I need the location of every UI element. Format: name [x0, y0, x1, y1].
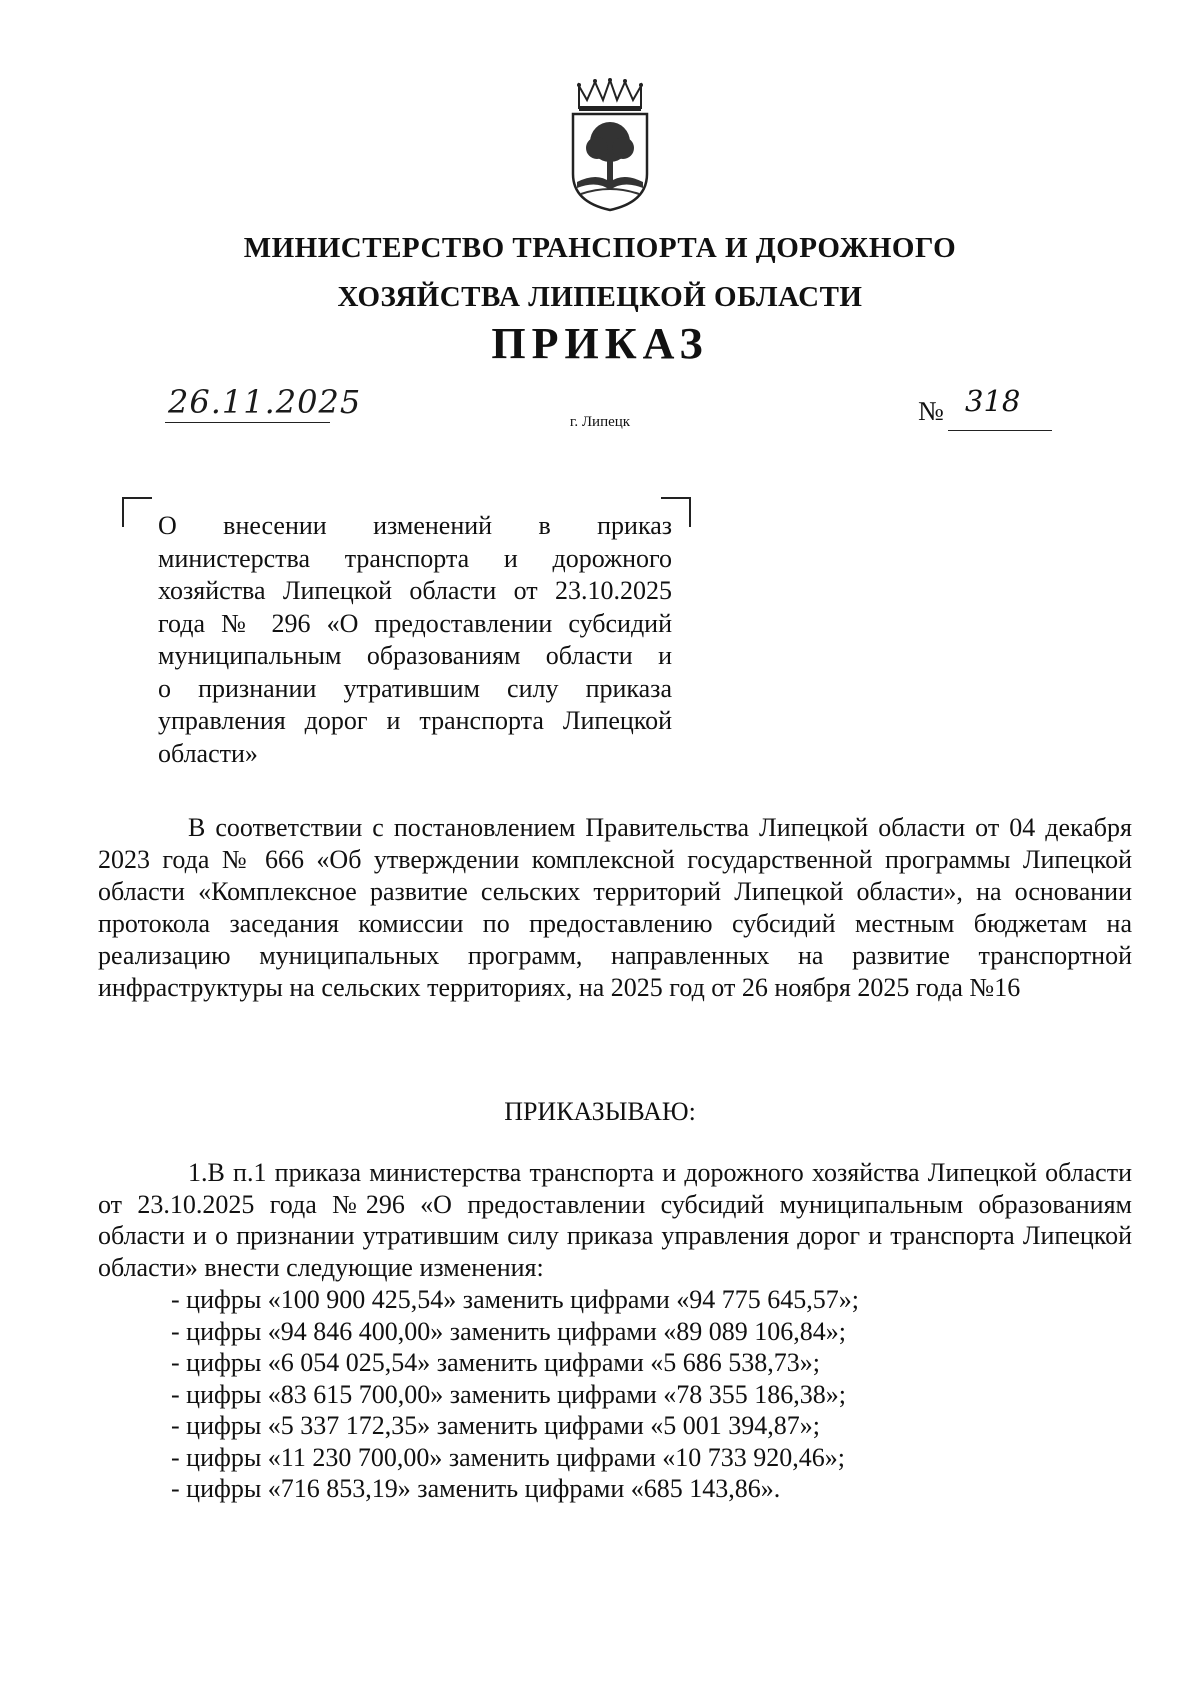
- order-directive-word: ПРИКАЗЫВАЮ:: [504, 1097, 696, 1126]
- city-label: г. Липецк: [569, 414, 631, 430]
- number-sign: №: [918, 396, 944, 426]
- subject-line: министерства транспорта и дорожного: [158, 543, 672, 573]
- number-underline: [948, 430, 1052, 431]
- ministry-name-line-1: МИНИСТЕРСТВО ТРАНСПОРТА И ДОРОЖНОГО: [243, 232, 957, 264]
- subject-line: О внесении изменений в приказ: [158, 511, 672, 540]
- order-item-1: 1.В п.1 приказа министерства транспорта и дорожного хозяйства Липецкой области от 23.10.2025 года №296 «О предоставлении субсидий муниципальным образованиям области и о признании утратившим силу приказа управления дорог и транспорта Липецкой области» внести следующие изменения:: [98, 1158, 1132, 1282]
- subject-line: муниципальным образованиям области и: [158, 641, 672, 670]
- list-item: - цифры «5 337 172,35» заменить цифрами «5 001 394,87»;: [171, 1411, 820, 1440]
- subject-line: хозяйства Липецкой области от 23.10.2025: [158, 576, 672, 605]
- changes-list: [171, 1284, 1071, 1505]
- list-item: - цифры «100 900 425,54» заменить цифрами «94 775 645,57»;: [171, 1285, 859, 1314]
- subject-line: о признании утратившим силу приказа: [158, 673, 672, 703]
- ministry-name-line-2: ХОЗЯЙСТВА ЛИПЕЦКОЙ ОБЛАСТИ: [337, 281, 863, 313]
- list-item: - цифры «11 230 700,00» заменить цифрами «10 733 920,46»;: [171, 1442, 845, 1472]
- order-number: 318: [965, 384, 1021, 418]
- subject-line: области»: [158, 738, 258, 768]
- list-item: - цифры «716 853,19» заменить цифрами «685 143,86».: [171, 1474, 781, 1503]
- list-item: - цифры «6 054 025,54» заменить цифрами «5 686 538,73»;: [171, 1348, 820, 1377]
- list-item: - цифры «83 615 700,00» заменить цифрами «78 355 186,38»;: [171, 1379, 846, 1409]
- subject-bracket-left: [122, 497, 152, 527]
- subject-line: управления дорог и транспорта Липецкой: [158, 706, 672, 735]
- subject-line: года № 296 «О предоставлении субсидий: [158, 608, 672, 638]
- order-date: 26.11.2025: [168, 383, 362, 421]
- list-item: - цифры «94 846 400,00» заменить цифрами «89 089 106,84»;: [171, 1316, 846, 1346]
- lipetsk-coat-of-arms-icon: [567, 78, 653, 212]
- preamble-paragraph: В соответствии с постановлением Правительства Липецкой области от 04 декабря 2023 года № 666 «Об утверждении комплексной государственной программы Липецкой области «Комплексное развитие сельских территорий Липецкой области», на основании протокола заседания комиссии по предоставлению субсидий местным бюджетам на реализацию муниципальных программ, направленных на развитие транспортной инфраструктуры на сельских территориях, на 2025 год от 26 ноября 2025 года №16: [98, 813, 1132, 1002]
- document-type-title: ПРИКАЗ: [491, 319, 709, 368]
- order-subject: [158, 510, 672, 770]
